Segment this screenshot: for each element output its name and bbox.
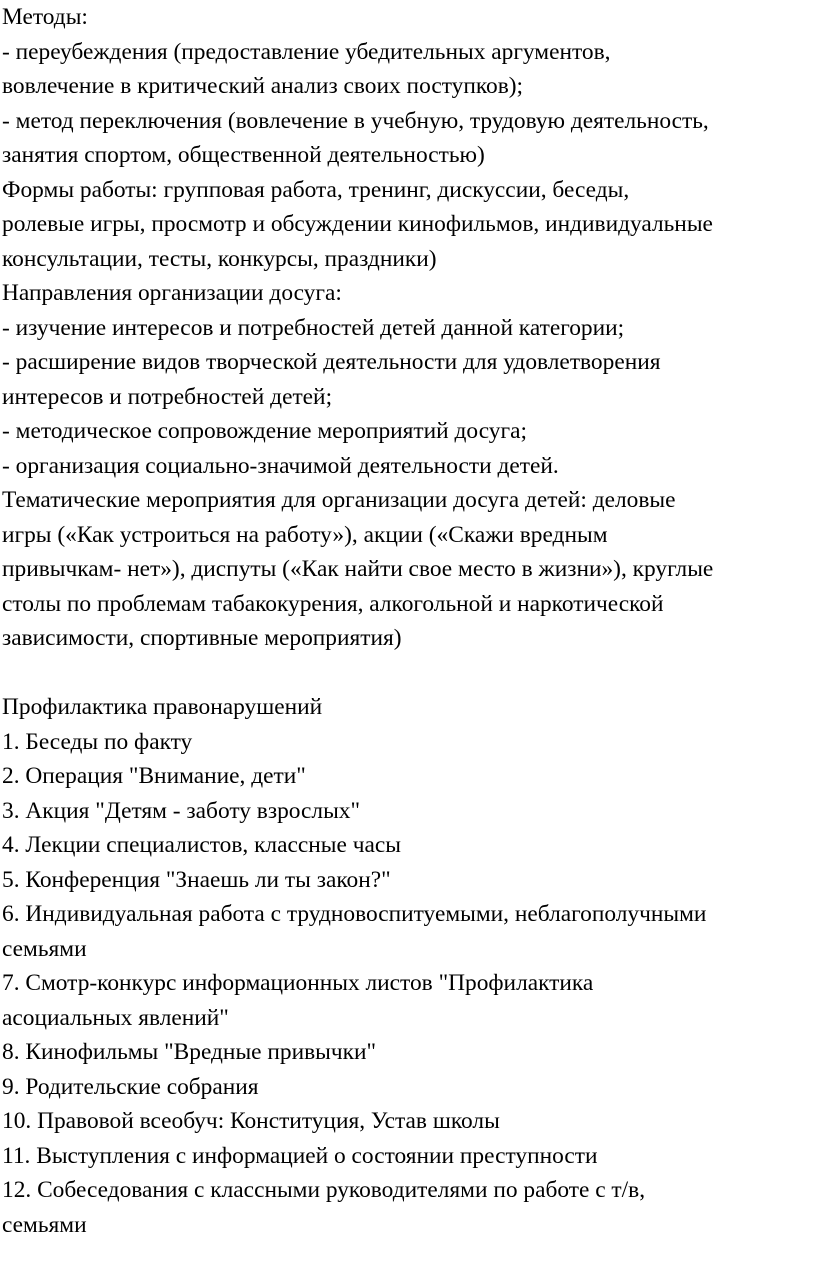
thematic-line-2: игры («Как устроиться на работу»), акции («Скажи вредным [2,521,608,548]
leisure-item-1: - изучение интересов и потребностей детей данной категории; [2,314,625,341]
methods-section [2,0,816,173]
thematic-line-3: привычкам- нет»), диспуты («Как найти свое место в жизни»), круглые [2,556,714,582]
thematic-line-5: зависимости, спортивные мероприятия) [2,625,402,651]
prevention-item-12-line-2: семьями [2,1211,87,1238]
leisure-item-3: - методическое сопровождение мероприятий досуга; [2,418,527,444]
leisure-item-4: - организация социально-значимой деятельности детей. [2,452,559,479]
forms-section [2,173,816,277]
prevention-item-10: 10. Правовой всеобуч: Конституция, Устав школы [2,1108,500,1134]
methods-item-2-line-2: занятия спортом, общественной деятельностью) [2,142,485,168]
prevention-item-11: 11. Выступления с информацией о состоянии преступности [2,1142,598,1169]
thematic-section [2,483,816,656]
prevention-item-5: 5. Конференция "Знаешь ли ты закон?" [2,866,391,893]
prevention-section [2,690,816,1242]
prevention-item-6-line-1: 6. Индивидуальная работа с трудновоспитуемыми, неблагополучными [2,901,707,927]
blank-line [2,656,816,691]
forms-line-3: консультации, тесты, конкурсы, праздники) [2,245,437,272]
forms-line-1: Формы работы: групповая работа, тренинг, дискуссии, беседы, [2,176,630,203]
leisure-section [2,276,816,483]
thematic-line-4: столы по проблемам табакокурения, алкогольной и наркотической [2,590,664,617]
prevention-heading: Профилактика правонарушений [2,694,323,720]
prevention-item-7-line-1: 7. Смотр-конкурс информационных листов "Профилактика [2,970,594,996]
leisure-heading: Направления организации досуга: [2,280,342,306]
forms-line-2: ролевые игры, просмотр и обсуждении кинофильмов, индивидуальные [2,211,713,237]
prevention-item-3: 3. Акция "Детям - заботу взрослых" [2,797,361,824]
prevention-item-1: 1. Беседы по факту [2,728,193,755]
prevention-item-9: 9. Родительские собрания [2,1073,259,1100]
methods-item-1-line-1: - переубеждения (предоставление убедительных аргументов, [2,38,611,65]
prevention-item-7-line-2: асоциальных явлений" [2,1004,229,1031]
methods-heading: Методы: [2,4,88,30]
prevention-item-12-line-1: 12. Собеседования с классными руководителями по работе с т/в, [2,1177,646,1203]
prevention-item-6-line-2: семьями [2,935,87,962]
methods-item-2-line-1: - метод переключения (вовлечение в учебную, трудовую деятельность, [2,107,709,134]
methods-item-1-line-2: вовлечение в критический анализ своих поступков); [2,73,524,99]
prevention-item-4: 4. Лекции специалистов, классные часы [2,832,401,858]
leisure-item-2-line-1: - расширение видов творческой деятельности для удовлетворения [2,349,661,375]
thematic-line-1: Тематические мероприятия для организации досуга детей: деловые [2,487,676,513]
prevention-item-2: 2. Операция "Внимание, дети" [2,763,306,789]
prevention-item-8: 8. Кинофильмы "Вредные привычки" [2,1039,377,1065]
leisure-item-2-line-2: интересов и потребностей детей; [2,383,333,410]
